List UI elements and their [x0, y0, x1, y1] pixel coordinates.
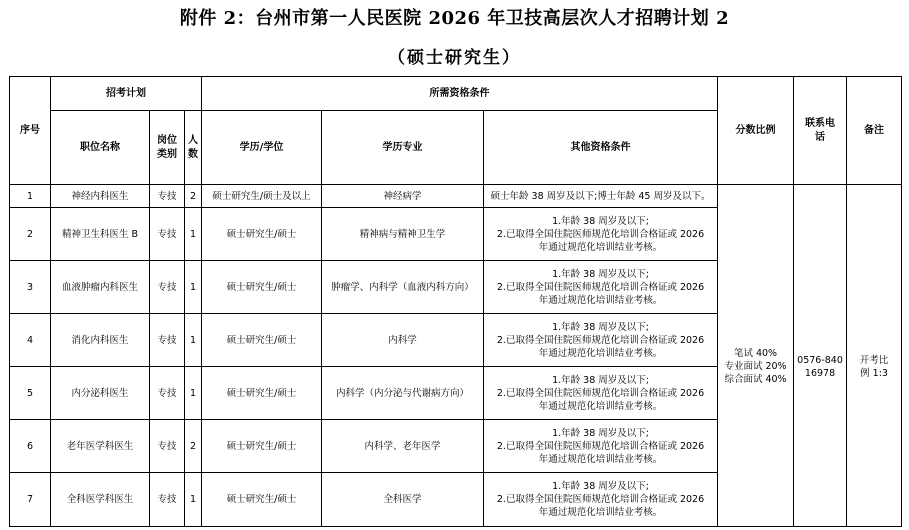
header-education: 学历/学位: [202, 111, 322, 185]
cell-count: 1: [185, 208, 202, 261]
remark-line: 开考比: [859, 354, 889, 366]
other-condition-line: 2.已取得全国住院医师规范化培训合格证或 2026: [496, 440, 705, 452]
cell-seq: 4: [10, 314, 51, 367]
cell-remark-blank: [847, 185, 902, 208]
cell-education: 硕士研究生/硕士: [202, 314, 322, 367]
cell-position: 老年医学科医生: [51, 420, 150, 473]
cell-seq: 6: [10, 420, 51, 473]
cell-remark: [847, 208, 902, 527]
cell-category: 专技: [150, 261, 185, 314]
cell-category: 专技: [150, 473, 185, 527]
cell-other-conditions: [484, 367, 718, 420]
cell-seq: 5: [10, 367, 51, 420]
other-condition-line: 年通过规范化培训结业考核。: [538, 294, 663, 306]
table-row: [10, 185, 902, 208]
cell-major: 全科医学: [322, 473, 484, 527]
cell-score-ratio: [718, 208, 794, 527]
header-other-conditions: 其他资格条件: [484, 111, 718, 185]
cell-other-conditions: [484, 420, 718, 473]
other-condition-line: 1.年龄 38 周岁及以下;: [552, 215, 649, 227]
cell-score-blank: [718, 185, 794, 208]
cell-other-conditions: [484, 208, 718, 261]
cell-other-conditions: [484, 314, 718, 367]
remark-line: 例 1:3: [860, 367, 888, 379]
other-condition-line: 2.已取得全国住院医师规范化培训合格证或 2026: [496, 334, 705, 346]
cell-major: 肿瘤学、内科学（血液内科方向）: [322, 261, 484, 314]
cell-major: 内科学、老年医学: [322, 420, 484, 473]
cell-count: 2: [185, 185, 202, 208]
other-condition-line: 年通过规范化培训结业考核。: [538, 347, 663, 359]
cell-education: 硕士研究生/硕士: [202, 261, 322, 314]
cell-category: 专技: [150, 185, 185, 208]
other-condition-line: 2.已取得全国住院医师规范化培训合格证或 2026: [496, 387, 705, 399]
other-condition-line: 年通过规范化培训结业考核。: [538, 241, 663, 253]
other-condition-line: 硕士年龄 38 周岁及以下;博士年龄 45 周岁及以下。: [490, 190, 711, 202]
cell-education: 硕士研究生/硕士: [202, 208, 322, 261]
cell-position: 神经内科医生: [51, 185, 150, 208]
table-row: [10, 208, 902, 261]
cell-category: 专技: [150, 420, 185, 473]
other-condition-line: 1.年龄 38 周岁及以下;: [552, 427, 649, 439]
contact-line: 16978: [804, 367, 836, 379]
document-title: 附件 2：台州市第一人民医院 2026 年卫技高层次人才招聘计划 2: [179, 8, 730, 29]
other-condition-line: 2.已取得全国住院医师规范化培训合格证或 2026: [496, 228, 705, 240]
score-line: 专业面试 20%: [724, 361, 787, 373]
header-contact: [794, 77, 847, 185]
header-contact-line-1: 联系电: [805, 117, 836, 129]
cell-count: 1: [185, 473, 202, 527]
header-position: 职位名称: [51, 111, 150, 185]
cell-major: 精神病与精神卫生学: [322, 208, 484, 261]
cell-seq: 3: [10, 261, 51, 314]
contact-line: 0576-840: [797, 354, 843, 366]
header-category-line-2: 类别: [157, 148, 177, 160]
cell-count: 2: [185, 420, 202, 473]
cell-seq: 1: [10, 185, 51, 208]
recruitment-plan-table: [9, 76, 902, 527]
cell-position: 血液肿瘤内科医生: [51, 261, 150, 314]
cell-education: 硕士研究生/硕士: [202, 367, 322, 420]
cell-position: 全科医学科医生: [51, 473, 150, 527]
header-qualification-group: 所需资格条件: [202, 77, 718, 111]
cell-contact-blank: [794, 185, 847, 208]
cell-category: 专技: [150, 208, 185, 261]
cell-count: 1: [185, 367, 202, 420]
other-condition-line: 2.已取得全国住院医师规范化培训合格证或 2026: [496, 281, 705, 293]
cell-other-conditions: [484, 261, 718, 314]
cell-category: 专技: [150, 314, 185, 367]
cell-count: 1: [185, 314, 202, 367]
cell-major: 内科学: [322, 314, 484, 367]
header-score-ratio: 分数比例: [718, 77, 794, 185]
other-condition-line: 年通过规范化培训结业考核。: [538, 453, 663, 465]
cell-position: 消化内科医生: [51, 314, 150, 367]
header-count-line-2: 数: [188, 148, 198, 160]
header-category-line-1: 岗位: [157, 134, 177, 146]
header-contact-line-2: 话: [815, 131, 826, 143]
other-condition-line: 1.年龄 38 周岁及以下;: [552, 374, 649, 386]
header-category: [150, 111, 185, 185]
cell-education: 硕士研究生/硕士: [202, 420, 322, 473]
cell-count: 1: [185, 261, 202, 314]
header-plan-group: 招考计划: [51, 77, 202, 111]
cell-seq: 7: [10, 473, 51, 527]
cell-education: 硕士研究生/硕士及以上: [202, 185, 322, 208]
header-count: [185, 111, 202, 185]
cell-major: 内科学（内分泌与代谢病方向）: [322, 367, 484, 420]
cell-other-conditions: [484, 185, 718, 208]
cell-contact-phone: [794, 208, 847, 527]
other-condition-line: 1.年龄 38 周岁及以下;: [552, 268, 649, 280]
cell-education: 硕士研究生/硕士: [202, 473, 322, 527]
header-count-line-1: 人: [188, 134, 198, 146]
other-condition-line: 1.年龄 38 周岁及以下;: [552, 321, 649, 333]
score-line: 综合面试 40%: [724, 374, 787, 386]
cell-position: 精神卫生科医生 B: [51, 208, 150, 261]
cell-position: 内分泌科医生: [51, 367, 150, 420]
document-subtitle: （硕士研究生）: [388, 48, 521, 68]
header-remark: 备注: [847, 77, 902, 185]
cell-other-conditions: [484, 473, 718, 527]
header-row-top: [10, 77, 902, 111]
header-seq: 序号: [10, 77, 51, 185]
cell-seq: 2: [10, 208, 51, 261]
other-condition-line: 1.年龄 38 周岁及以下;: [552, 481, 649, 492]
header-major: 学历专业: [322, 111, 484, 185]
cell-major: 神经病学: [322, 185, 484, 208]
other-condition-line: 年通过规范化培训结业考核。: [538, 507, 663, 518]
other-condition-line: 年通过规范化培训结业考核。: [538, 400, 663, 412]
cell-category: 专技: [150, 367, 185, 420]
score-line: 笔试 40%: [733, 348, 778, 360]
other-condition-line: 2.已取得全国住院医师规范化培训合格证或 2026: [496, 494, 705, 505]
